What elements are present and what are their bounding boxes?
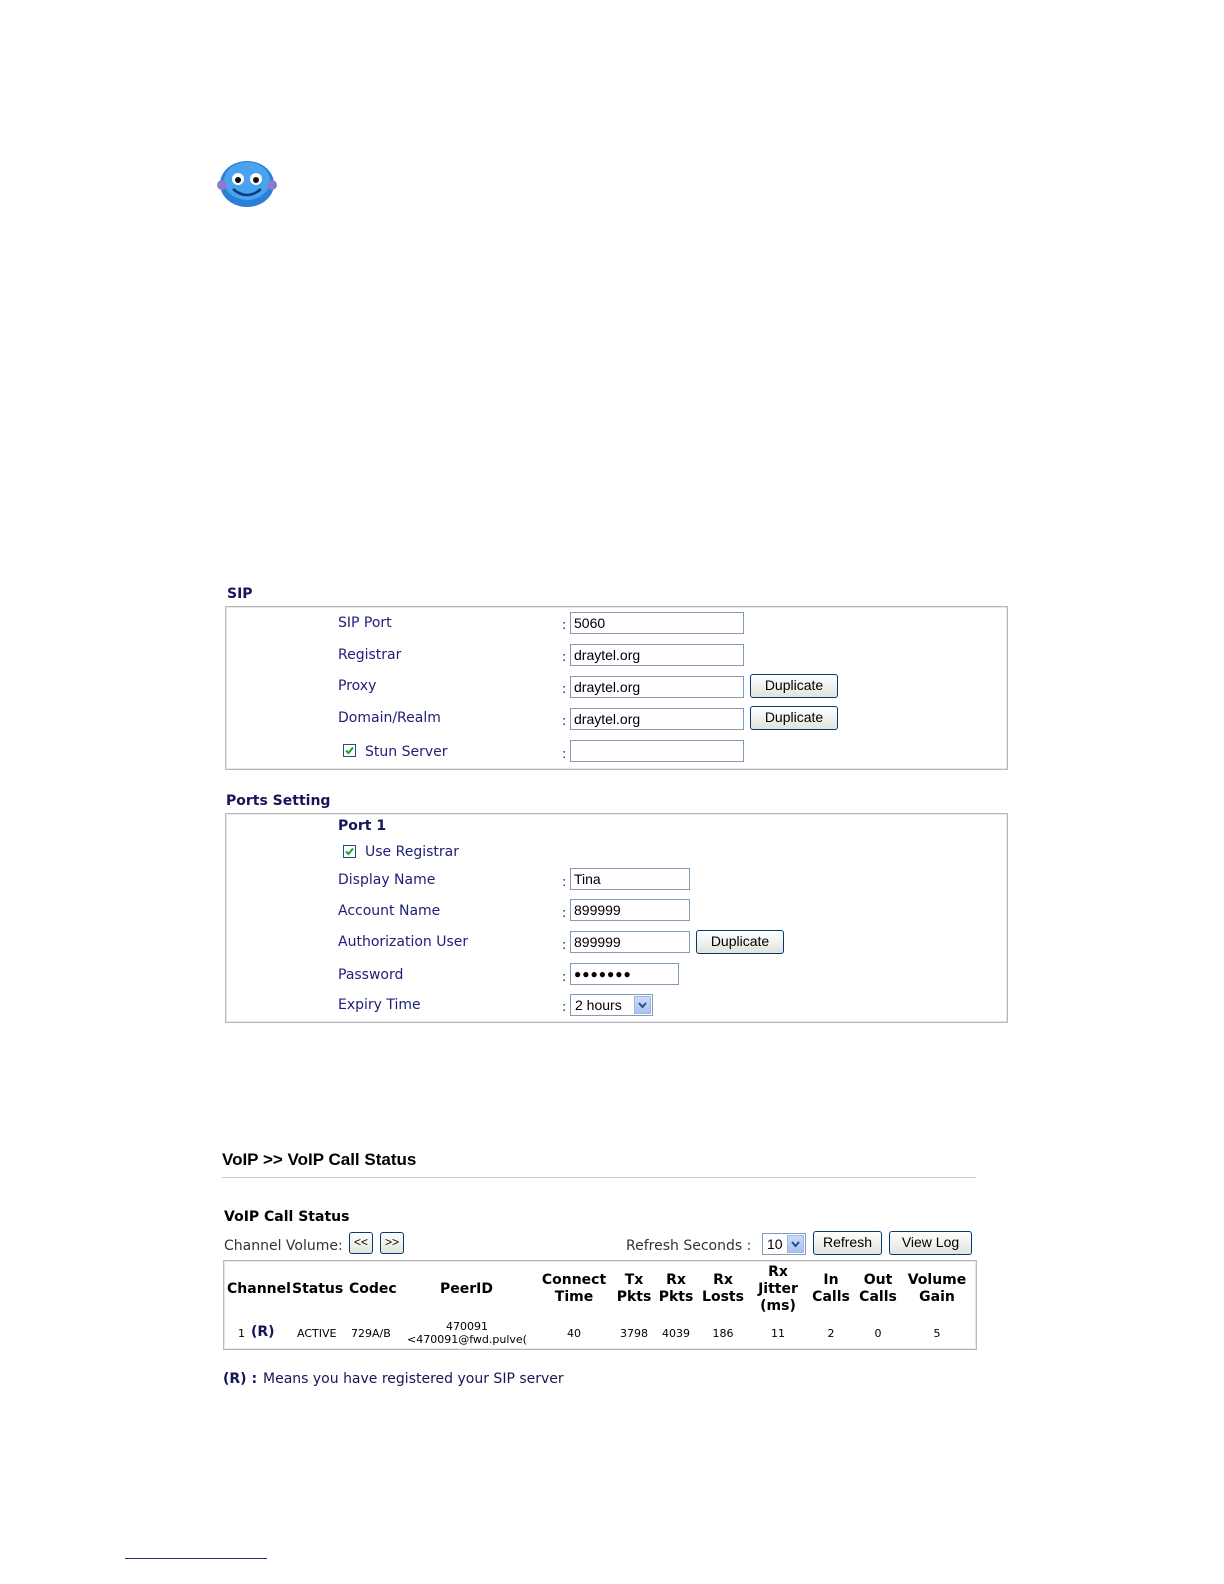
volume-down-button[interactable]: << xyxy=(349,1232,373,1254)
view-log-button[interactable]: View Log xyxy=(889,1231,972,1255)
use-registrar-label: Use Registrar xyxy=(365,844,459,860)
auth-user-duplicate-button[interactable]: Duplicate xyxy=(696,930,784,954)
password-label: Password xyxy=(338,967,404,983)
header-rx-jitter: Rx Jitter (ms) xyxy=(758,1264,798,1314)
colon: : xyxy=(562,650,567,665)
header-out-calls: Out Calls xyxy=(859,1272,897,1305)
legend-key: (R) : xyxy=(223,1371,258,1387)
smiley-logo xyxy=(216,157,278,209)
colon: : xyxy=(562,714,567,729)
status-section-title: VoIP Call Status xyxy=(224,1209,350,1225)
domain-realm-input[interactable]: draytel.org xyxy=(570,708,744,730)
refresh-seconds-value: 10 xyxy=(767,1236,783,1252)
header-codec: Codec xyxy=(349,1281,397,1297)
registered-badge: (R) xyxy=(251,1324,275,1340)
header-status: Status xyxy=(292,1281,344,1297)
peerid-number: 470091 xyxy=(446,1320,488,1333)
registrar-input[interactable]: draytel.org xyxy=(570,644,744,666)
refresh-button[interactable]: Refresh xyxy=(813,1231,882,1255)
chevron-down-icon[interactable] xyxy=(634,996,651,1014)
header-channel: Channel xyxy=(227,1281,291,1297)
domain-duplicate-button[interactable]: Duplicate xyxy=(750,706,838,730)
use-registrar-checkbox[interactable] xyxy=(343,845,356,858)
cell-codec: 729A/B xyxy=(351,1327,391,1340)
colon: : xyxy=(562,747,567,762)
volume-up-button[interactable]: >> xyxy=(380,1232,404,1254)
colon: : xyxy=(562,1000,567,1015)
cell-rx-losts: 186 xyxy=(712,1327,734,1340)
header-volume-gain: Volume Gain xyxy=(907,1272,967,1305)
channel-volume-label: Channel Volume: xyxy=(224,1238,343,1254)
cell-peerid xyxy=(404,1320,530,1346)
proxy-duplicate-button[interactable]: Duplicate xyxy=(750,674,838,698)
account-name-label: Account Name xyxy=(338,903,441,919)
cell-in-calls: 2 xyxy=(827,1327,835,1340)
colon: : xyxy=(562,938,567,953)
header-peerid: PeerID xyxy=(440,1281,493,1297)
peerid-uri: <470091@fwd.pulve( xyxy=(407,1333,527,1346)
colon: : xyxy=(562,906,567,921)
registrar-label: Registrar xyxy=(338,647,402,663)
colon: : xyxy=(562,970,567,985)
proxy-label: Proxy xyxy=(338,678,377,694)
check-icon xyxy=(344,745,355,756)
cell-channel: 1 xyxy=(238,1327,245,1340)
refresh-seconds-select[interactable] xyxy=(762,1233,806,1255)
account-name-input[interactable]: 899999 xyxy=(570,899,690,921)
header-rx-losts: Rx Losts xyxy=(702,1272,744,1305)
expiry-time-select[interactable] xyxy=(570,994,653,1016)
authorization-user-input[interactable]: 899999 xyxy=(570,931,690,953)
check-icon xyxy=(344,846,355,857)
ports-section-title: Ports Setting xyxy=(226,793,331,809)
page-breadcrumb: VoIP >> VoIP Call Status xyxy=(222,1150,417,1169)
display-name-input[interactable]: Tina xyxy=(570,868,690,890)
expiry-time-label: Expiry Time xyxy=(338,997,421,1013)
header-connect-time: Connect Time xyxy=(541,1272,607,1305)
cell-rx-jitter: 11 xyxy=(771,1327,785,1340)
colon: : xyxy=(562,875,567,890)
header-rx-pkts: Rx Pkts xyxy=(658,1272,694,1305)
sip-section-title: SIP xyxy=(227,586,253,602)
divider xyxy=(222,1177,976,1178)
stun-server-label: Stun Server xyxy=(365,744,448,760)
sip-port-label: SIP Port xyxy=(338,615,392,631)
footnote-rule xyxy=(125,1558,267,1559)
stun-server-checkbox[interactable] xyxy=(343,744,356,757)
legend-text: Means you have registered your SIP server xyxy=(263,1371,564,1387)
cell-out-calls: 0 xyxy=(874,1327,882,1340)
refresh-seconds-label: Refresh Seconds : xyxy=(626,1238,752,1254)
colon: : xyxy=(562,618,567,633)
header-in-calls: In Calls xyxy=(812,1272,850,1305)
authorization-user-label: Authorization User xyxy=(338,934,469,950)
stun-server-input[interactable] xyxy=(570,740,744,762)
colon: : xyxy=(562,682,567,697)
port-1-heading: Port 1 xyxy=(338,818,387,834)
cell-status: ACTIVE xyxy=(297,1327,337,1340)
expiry-time-value: 2 hours xyxy=(575,997,622,1013)
password-input[interactable]: ●●●●●●● xyxy=(570,963,679,985)
cell-tx-pkts: 3798 xyxy=(620,1327,648,1340)
sip-port-input[interactable]: 5060 xyxy=(570,612,744,634)
header-tx-pkts: Tx Pkts xyxy=(616,1272,652,1305)
domain-realm-label: Domain/Realm xyxy=(338,710,441,726)
cell-volume-gain: 5 xyxy=(933,1327,941,1340)
cell-rx-pkts: 4039 xyxy=(662,1327,690,1340)
display-name-label: Display Name xyxy=(338,872,436,888)
chevron-down-icon[interactable] xyxy=(787,1235,804,1253)
proxy-input[interactable]: draytel.org xyxy=(570,676,744,698)
cell-connect-time: 40 xyxy=(567,1327,581,1340)
